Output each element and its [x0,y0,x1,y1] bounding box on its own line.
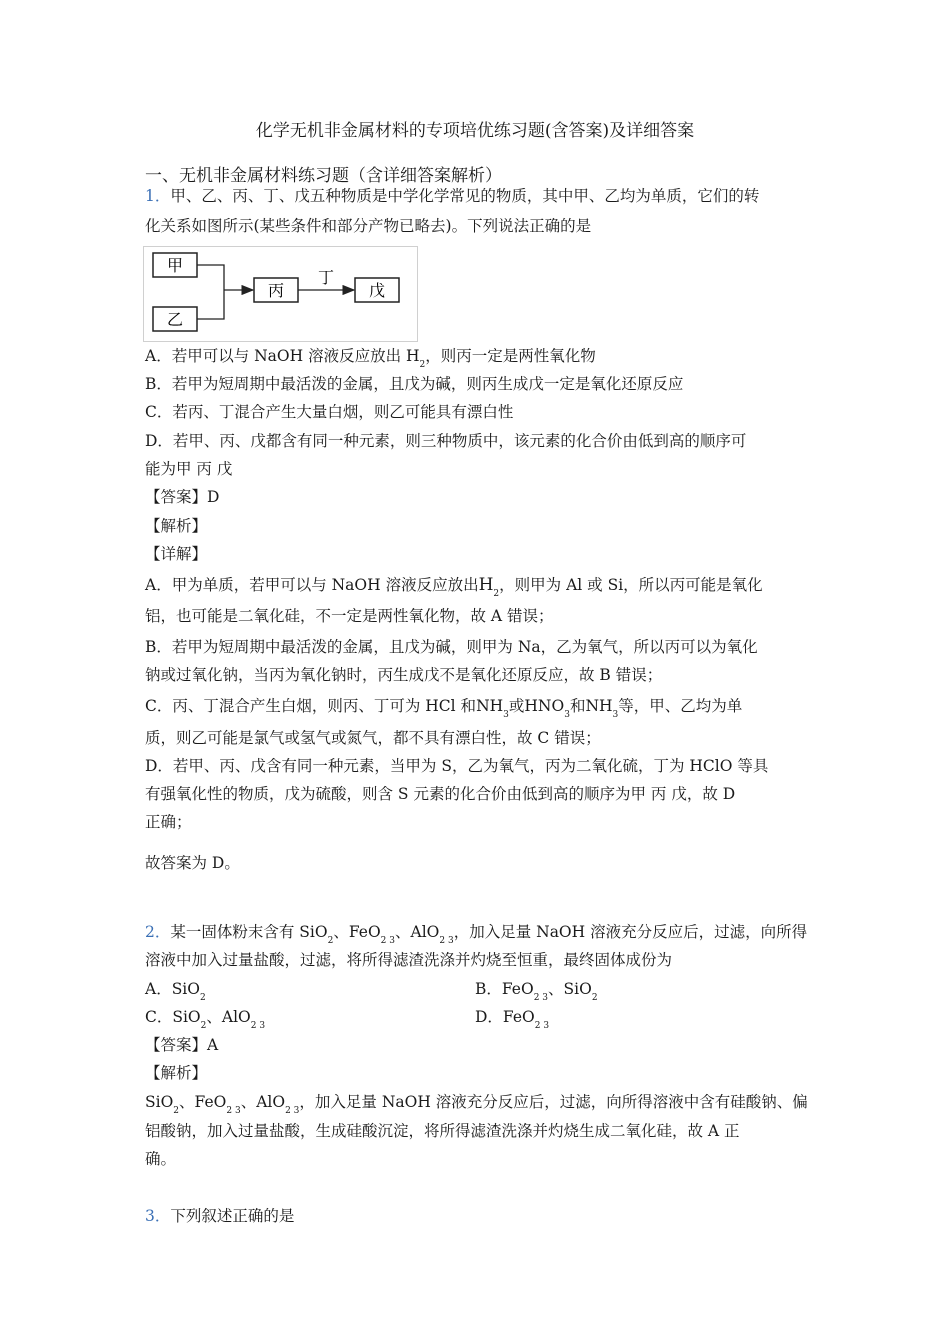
q2-analysis-label: 【解析】 [145,1064,208,1082]
label-bing: 丙 [267,281,285,300]
q2-option-a: A．SiO$_2$ [145,980,206,1003]
question-number: 3． [145,1207,171,1225]
q1-explain-d-line3: 正确； [145,813,192,831]
q1-explain-c-line2: 质，则乙可能是氯气或氢气或氮气，都不具有漂白性，故 C 错误； [145,729,601,747]
q1-explain-c-line1: C．丙、丁混合产生白烟，则丙、丁可为 HCl 和$NH_3$或$HNO_3$和$NH_3$等，甲、乙均为单 [145,697,743,720]
q1-explain-a-line2: 铝，也可能是二氧化硅，不一定是两性氧化物，故 A 错误； [145,607,554,625]
section-heading: 一、无机非金属材料练习题（含详细答案解析） [145,166,502,186]
q2-option-b: B．FeO$_{2 3}$、SiO$_2$ [475,980,598,1003]
q1-explain-b-line2: 钠或过氧化钠，当丙为氧化钠时，丙生成戊不是氧化还原反应，故 B 错误； [145,666,663,684]
q1-option-d-line2: 能为甲 丙 戊 [145,460,233,478]
q1-analysis-label: 【解析】 [145,517,208,535]
q1-answer: 【答案】D [145,488,220,506]
q2-explain-line1: SiO$_2$、FeO$_{2 3}$、AlO$_{2 3}$，加入足量 NaOH 溶液充分反应后，过滤，向所得溶液中含有硅酸钠、偏 [145,1093,808,1116]
q2-stem-line2: 溶液中加入过量盐酸，过滤，将所得滤渣洗涤并灼烧至恒重，最终固体成份为 [145,951,673,969]
question-number: 1． [145,187,171,205]
document-title: 化学无机非金属材料的专项培优练习题(含答案)及详细答案 [255,121,695,141]
q1-option-d-line1: D．若甲、丙、戊都含有同一种元素，则三种物质中，该元素的化合价由低到高的顺序可 [145,432,747,450]
diagram-svg [144,247,417,341]
label-jia: 甲 [166,256,184,275]
q2-option-c: C．SiO$_2$、AlO$_{2 3}$ [145,1008,266,1031]
label-wu: 戊 [368,281,386,300]
q2-answer: 【答案】A [145,1036,219,1054]
q2-option-d: D．FeO$_{2 3}$ [475,1008,550,1031]
q1-option-a: A．若甲可以与 NaOH 溶液反应放出 $H_2$，则丙一定是两性氧化物 [145,347,596,370]
q1-stem-line2: 化关系如图所示(某些条件和部分产物已略去)。下列说法正确的是 [145,217,592,235]
merge-line [197,265,224,319]
q1-option-b: B．若甲为短周期中最活泼的金属，且戊为碱，则丙生成戊一定是氧化还原反应 [145,375,684,393]
q2-explain-line3: 确。 [145,1150,177,1168]
q1-explain-a-line1: A．甲为单质，若甲可以与 NaOH 溶液反应放出$H_2$，则甲为 Al 或 Si，所以丙可能是氧化 [145,575,763,599]
conversion-diagram [143,246,418,342]
q1-explain-d-line2: 有强氧化性的物质，戊为硫酸，则含 S 元素的化合价由低到高的顺序为甲 丙 戊，故 D [145,785,736,803]
q2-stem-line1: 2．某一固体粉末含有 SiO$_2$、FeO$_{2 3}$、AlO$_{2 3}$，加入足量 NaOH 溶液充分反应后，过滤，向所得 [145,923,808,946]
q1-option-c: C．若丙、丁混合产生大量白烟，则乙可能具有漂白性 [145,403,514,421]
question-number: 2． [145,923,171,941]
q3-stem: 3．下列叙述正确的是 [145,1207,295,1225]
label-ding: 丁 [317,268,335,287]
q1-explain-d-line1: D．若甲、丙、戊含有同一种元素，当甲为 S，乙为氧气，丙为二氧化硫，丁为 HClO 等具 [145,757,769,775]
label-yi: 乙 [166,310,184,329]
q2-explain-line2: 铝酸钠，加入过量盐酸，生成硅酸沉淀，将所得滤渣洗涤并灼烧生成二氧化硅，故 A 正 [145,1122,740,1140]
q1-conclusion: 故答案为 D。 [145,854,240,872]
q1-stem-line1: 1．甲、乙、丙、丁、戊五种物质是中学化学常见的物质，其中甲、乙均为单质，它们的转 [145,187,760,205]
q1-detail-label: 【详解】 [145,545,208,563]
q1-explain-b-line1: B．若甲为短周期中最活泼的金属，且戊为碱，则甲为 Na，乙为氧气，所以丙可以为氧化 [145,638,758,656]
